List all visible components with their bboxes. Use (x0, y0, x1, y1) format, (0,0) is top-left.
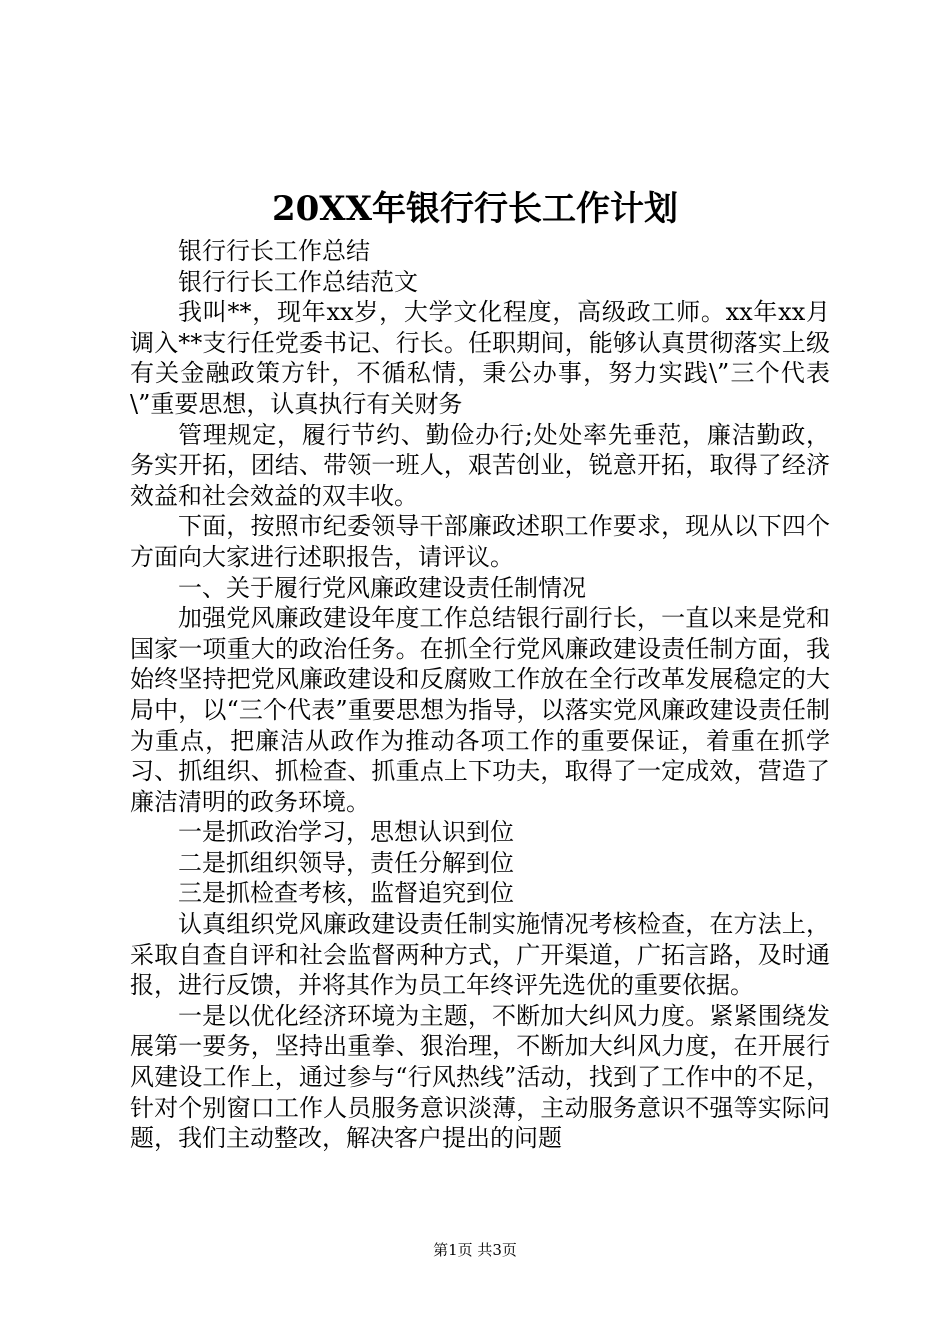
paragraph: 管理规定，履行节约、勤俭办行;处处率先垂范，廉洁勤政，务实开拓，团结、带领一班人，艰苦创业，锐意开拓，取得了经济效益和社会效益的双丰收。 (130, 420, 830, 510)
paragraph: 下面，按照市纪委领导干部廉政述职工作要求，现从以下四个方面向大家进行述职报告，请评议。 (130, 512, 830, 571)
paragraph: 一是以优化经济环境为主题，不断加大纠风力度。紧紧围绕发展第一要务，坚持出重拳、狠治理，不断加大纠风力度，在开展行风建设工作上，通过参与“行风热线”活动，找到了工作中的不足，针对个别窗口工作人员服务意识淡薄，主动服务意识不强等实际问题，我们主动整改，解决客户提出的问题 (130, 1001, 830, 1153)
paragraph: 银行行长工作总结 (178, 237, 370, 265)
document-title: 20XX年银行行长工作计划 (271, 189, 679, 229)
list-item: 一是抓政治学习，思想认识到位 (178, 818, 514, 847)
paragraph: 银行行长工作总结范文 (178, 267, 418, 296)
paragraph: 加强党风廉政建设年度工作总结银行副行长，一直以来是党和国家一项重大的政治任务。在抓全行党风廉政建设责任制方面，我始终坚持把党风廉政建设和反腐败工作放在全行改革发展稳定的大局中，以“三个代表”重要思想为指导，以落实党风廉政建设责任制为重点，把廉洁从政作为推动各项工作的重要保证，着重在抓学习、抓组织、抓检查、抓重点上下功夫，取得了一定成效，营造了廉洁清明的政务环境。 (130, 604, 830, 816)
paragraph: 认真组织党风廉政建设责任制实施情况考核检查，在方法上，采取自查自评和社会监督两种方式，广开渠道，广拓言路，及时通报，进行反馈，并将其作为员工年终评先选优的重要依据。 (130, 910, 830, 1000)
list-item: 三是抓检查考核，监督追究到位 (178, 879, 514, 908)
page-footer: 第1页 共3页 (433, 1241, 517, 1259)
list-item: 二是抓组织领导，责任分解到位 (178, 848, 514, 877)
paragraph: 我叫**，现年xx岁，大学文化程度，高级政工师。xx年xx月调入**支行任党委书记、行长。任职期间，能够认真贯彻落实上级有关金融政策方针，不循私情，秉公办事，努力实践\”三个代表\”重要思想，认真执行有关财务 (130, 298, 830, 418)
document-body (130, 236, 830, 1154)
section-heading: 一、关于履行党风廉政建设责任制情况 (178, 573, 586, 602)
